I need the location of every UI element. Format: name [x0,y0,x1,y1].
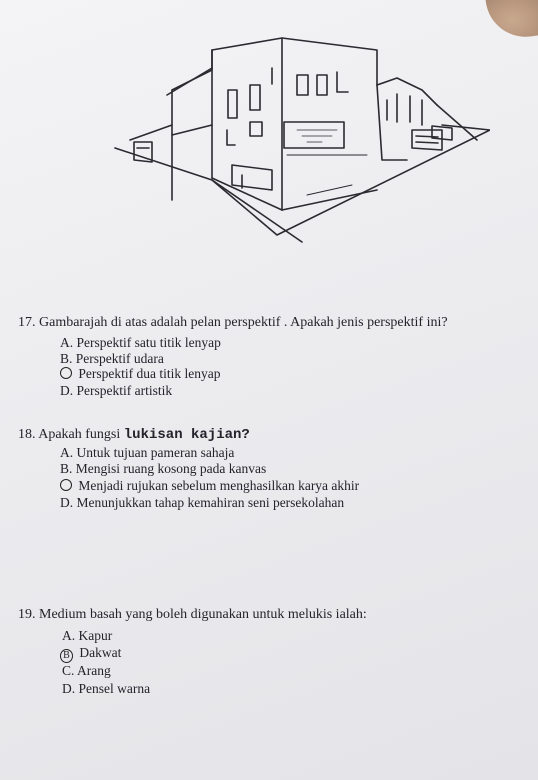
question-18 [18,428,250,442]
question-text: Apakah fungsi [38,427,121,442]
option-text: Mengisi ruang kosong pada kanvas [75,461,267,476]
option-label: D. [60,383,74,398]
q19-option-a[interactable] [62,629,112,643]
question-number: 17. [18,315,36,330]
option-text: Menunjukkan tahap kemahiran seni persekolahan [76,495,345,510]
option-label: D. [62,681,76,696]
option-text: Dakwat [79,645,122,660]
question-text-mono: lukisan kajian? [123,427,250,443]
option-label: A. [60,335,74,350]
q17-option-a[interactable] [60,336,221,350]
q18-option-d[interactable] [60,496,344,510]
question-number: 18. [18,427,36,442]
q19-option-b[interactable] [60,646,121,663]
option-text: Perspektif artistik [76,383,173,398]
answer-circle-icon: B [60,649,73,663]
answer-circle-icon [60,367,72,379]
building-perspective-drawing [112,30,490,245]
question-text: Gambarajah di atas adalah pelan perspektif . Apakah jenis perspektif ini? [39,315,448,330]
answer-circle-icon [60,479,72,491]
option-label: C. [62,663,75,678]
q17-option-b[interactable] [60,352,164,366]
option-text: Pensel warna [78,681,151,696]
q18-option-b[interactable] [60,462,266,476]
option-label: D. [60,495,74,510]
option-text: Arang [77,663,111,678]
question-text: Medium basah yang boleh digunakan untuk melukis ialah: [39,607,367,622]
option-label: B. [60,351,73,366]
option-text: Perspektif dua titik lenyap [78,366,221,381]
q19-option-d[interactable] [62,682,150,696]
question-19 [18,608,367,622]
option-label: A. [62,628,76,643]
question-17 [18,316,448,330]
q18-option-c[interactable] [60,479,359,493]
question-number: 19. [18,607,36,622]
q18-option-a[interactable] [60,446,234,460]
option-label: A. [60,445,74,460]
option-text: Untuk tujuan pameran sahaja [76,445,235,460]
q17-option-d[interactable] [60,384,172,398]
q17-option-c[interactable] [60,367,220,381]
option-text: Perspektif udara [75,351,164,366]
option-label: B. [60,461,73,476]
q19-option-c[interactable] [62,664,111,678]
option-text: Menjadi rujukan sebelum menghasilkan karya akhir [78,478,360,493]
option-text: Perspektif satu titik lenyap [76,335,221,350]
thumb [485,0,538,42]
option-text: Kapur [78,628,113,643]
